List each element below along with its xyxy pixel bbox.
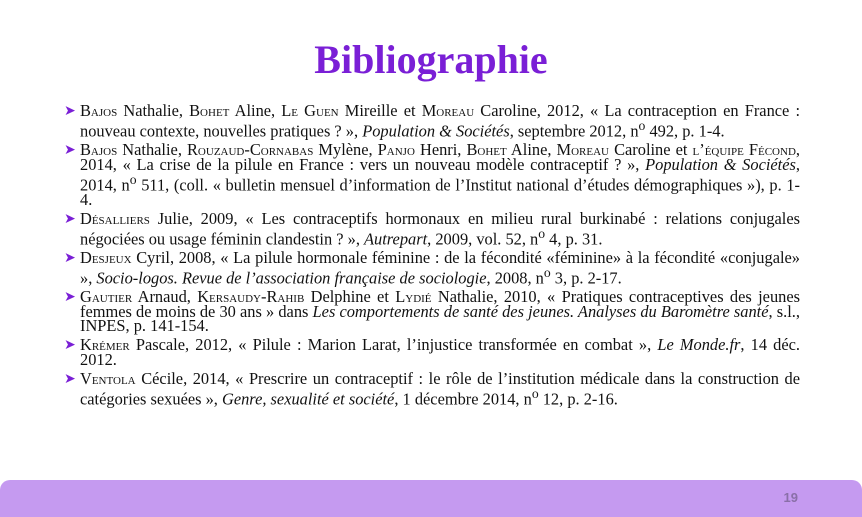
entry-text: 492, p. 1-4. <box>645 121 725 141</box>
footer-bar <box>0 480 862 517</box>
bibliography-entry <box>64 208 800 248</box>
arrow-bullet-icon: ➤ <box>64 338 76 354</box>
slide-title: Bibliographie <box>314 37 548 82</box>
entry-text: 3, p. 2-17. <box>550 268 622 288</box>
entry-text: Mylène, <box>313 140 378 160</box>
publication-title: Les comportements de santé des jeunes. Analyses du Baromètre santé <box>312 301 769 321</box>
entry-text: Nathalie, <box>117 101 190 120</box>
entry-text: Cyril, 2008, « La pilule hormonale féminine : de la fécondité «féminine» à la fécondité «conjugale» », <box>80 247 800 288</box>
entry-text: Cécile, 2014, « Prescrire un contraceptif : le rôle de l’institution médicale dans la construction de catégories sexuées », <box>80 368 800 409</box>
author-surname: Bohet <box>466 140 507 160</box>
author-surname: Krémer <box>80 335 130 355</box>
author-surname: Gautier <box>80 286 133 306</box>
entry-text: Aline, <box>229 101 282 120</box>
superscript: o <box>129 171 137 187</box>
arrow-bullet-icon: ➤ <box>64 211 76 227</box>
bibliography-entry <box>64 247 800 288</box>
entry-text: 511, (coll. « bulletin mensuel d’information de l’Institut national d’études démographiques »), p. 1-4. <box>80 175 800 209</box>
publication-title: Population & Sociétés <box>645 154 796 174</box>
entry-text: Delphine et <box>304 286 396 306</box>
superscript: o <box>531 385 539 401</box>
publication-title: Le Monde.fr <box>657 335 741 355</box>
arrow-bullet-icon: ➤ <box>64 104 76 119</box>
publication-title: Population & Sociétés <box>362 121 510 141</box>
publication-title: Socio-logos. Revue de l’association française de sociologie <box>96 268 487 288</box>
bibliography-list <box>64 101 801 411</box>
entry-text: 12, p. 2-16. <box>538 389 618 409</box>
entry-text: Nathalie, 2010, « Pratiques contraceptives des jeunes femmes de moins de 30 ans » dans <box>80 286 800 321</box>
arrow-bullet-icon: ➤ <box>64 143 76 159</box>
author-surname: Bajos <box>80 140 118 160</box>
arrow-bullet-icon: ➤ <box>64 250 76 266</box>
bibliography-entry <box>64 368 800 409</box>
bibliography-entry <box>64 335 801 370</box>
entry-text: , septembre 2012, n <box>509 121 639 141</box>
bibliography-entry <box>64 286 800 336</box>
entry-text: , 2014, n <box>80 154 800 195</box>
entry-text: Mireille et <box>338 101 422 120</box>
author-surname: Ventola <box>80 368 136 388</box>
author-surname: Le Guen <box>281 101 339 120</box>
entry-text: Julie, 2009, « Les contraceptifs hormonaux en milieu rural burkinabé : relations conjugales négociées ou usage féminin clandestin ? », <box>80 208 800 248</box>
entry-text: , s.l., INPES, p. 141-154. <box>80 301 800 336</box>
entry-text: 4, p. 31. <box>545 228 603 248</box>
entry-text: , 2014, « La crise de la pilule en France : vers un nouveau modèle contraceptif ? », <box>80 140 800 174</box>
author-surname: Bajos <box>80 101 118 120</box>
publication-title: Genre, sexualité et société <box>222 389 395 409</box>
author-surname: Moreau <box>556 140 609 160</box>
entry-text: , 1 décembre 2014, n <box>394 389 532 409</box>
arrow-bullet-icon: ➤ <box>64 371 76 387</box>
publication-title: Autrepart <box>364 228 428 248</box>
bibliography-entry <box>64 101 801 141</box>
entry-text: Aline, <box>506 140 557 160</box>
page-number: 19 <box>783 490 798 505</box>
superscript: o <box>638 117 646 133</box>
author-surname: Desjeux <box>80 247 132 267</box>
entry-text: Caroline, 2012, « La contraception en France : nouveau contexte, nouvelles pratiques ? », <box>80 101 801 141</box>
entry-text: Nathalie, <box>117 140 187 160</box>
author-surname: Panjo <box>377 140 415 160</box>
author-surname: Moreau <box>421 101 475 120</box>
entry-text: Caroline et <box>609 140 693 160</box>
author-surname: Désalliers <box>80 208 150 228</box>
entry-text: Henri, <box>414 140 467 160</box>
entry-text: , 14 déc. 2012. <box>80 335 801 370</box>
author-surname: Rouzaud-Cornabas <box>187 140 314 160</box>
author-surname: Lydié <box>395 286 432 306</box>
author-surname: Kersaudy-Rahib <box>197 286 305 306</box>
author-surname: Bohet <box>189 101 230 120</box>
superscript: o <box>543 264 551 280</box>
superscript: o <box>538 225 546 241</box>
entry-text: , 2008, n <box>486 268 544 288</box>
entry-text: Pascale, 2012, « Pilule : Marion Larat, l’injustice transformée en combat », <box>129 335 658 355</box>
arrow-bullet-icon: ➤ <box>64 289 76 305</box>
entry-text: Arnaud, <box>132 286 198 306</box>
entry-text: , 2009, vol. 52, n <box>427 228 539 248</box>
bibliography-entry <box>64 140 800 209</box>
author-surname: l’équipe Fécond <box>692 140 796 160</box>
